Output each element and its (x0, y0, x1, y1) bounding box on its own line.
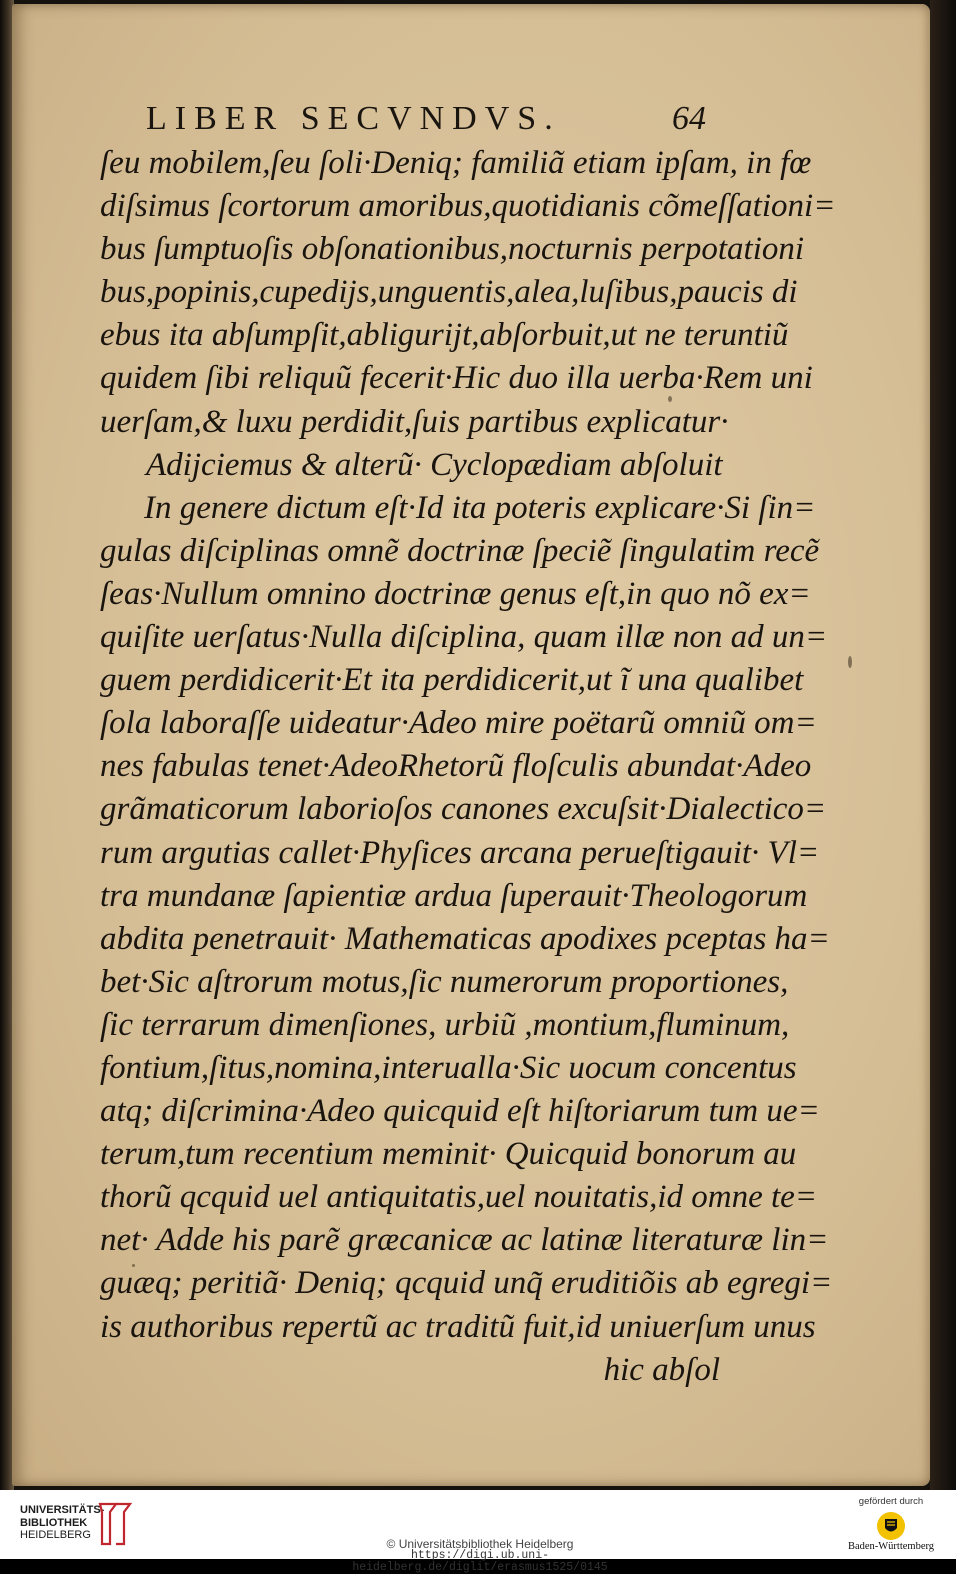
library-logo[interactable] (20, 1504, 105, 1542)
library-name-line: UNIVERSITÄTS- (20, 1504, 105, 1516)
text-line: uerſam,& luxu perdidit,ſuis partibus explicatur· (100, 403, 729, 440)
credits (290, 1538, 670, 1574)
library-name-line: HEIDELBERG (20, 1529, 91, 1541)
text-line: Adijciemus & alterũ· Cyclopædiam abſoluit (146, 446, 723, 483)
folio-number: 64 (672, 100, 706, 137)
permalink-url[interactable]: https://digi.ub.uni-heidelberg.de/diglit/erasmus1525/0145 (352, 1549, 608, 1574)
footer-bar (0, 1490, 956, 1574)
copyright-text: © Universitätsbibliothek Heidelberg (386, 1537, 574, 1551)
library-emblem-icon (96, 1500, 134, 1548)
text-line: guem perdidicerit·Et ita perdidicerit,ut ĩ una qualibet (100, 662, 804, 699)
sponsor-label: gefördert durch (858, 1496, 924, 1507)
text-line: rum argutias callet·Phyſices arcana perueſtigauit· Vl= (100, 834, 820, 871)
catchword: hic abſol (603, 1351, 720, 1388)
text-line: tra mundanæ ſapientiæ ardua ſuperauit·Theologorum (100, 877, 808, 914)
text-line: guæq; peritiã· Deniq; qcquid unq̃ eruditiõis ab egregi= (100, 1265, 833, 1302)
library-name-line: BIBLIOTHEK (20, 1516, 88, 1529)
text-line: In genere dictum eſt·Id ita poteris explicare·Si ſin= (144, 489, 816, 526)
text-line: is authoribus repertũ ac traditũ fuit,id uniuerſum unus (100, 1308, 816, 1345)
text-line: ſola laboraſſe uideatur·Adeo mire poëtarũ omniũ om= (100, 705, 817, 742)
page-right-edge (930, 0, 956, 1490)
text-line: abdita penetrauit· Mathematicas apodixes pceptas ha= (100, 920, 830, 957)
text-line: atq; diſcrimina·Adeo quicquid eſt hiſtoriarum tum ue= (100, 1093, 820, 1130)
text-line: nes fabulas tenet·AdeoRhetorũ floſculis abundat·Adeo (100, 748, 812, 785)
text-line: ſeas·Nullum omnino doctrinæ genus eſt,in quo nõ ex= (100, 575, 811, 612)
text-line: ebus ita abſumpſit,abligurijt,abſorbuit,ut ne teruntiũ (100, 317, 789, 354)
running-title: LIBER SECVNDVS. (146, 100, 561, 137)
text-line: thorũ qcquid uel antiquitatis,uel nouitatis,id omne te= (100, 1179, 818, 1216)
sponsor-name: Baden-Württemberg (847, 1541, 935, 1552)
sponsor-block[interactable] (836, 1496, 946, 1553)
text-line: terum,tum recentium meminit· Quicquid bonorum au (100, 1136, 797, 1173)
state-crest-icon (876, 1511, 906, 1541)
text-line: net· Adde his parẽ græcanicæ ac latinæ literaturæ lin= (100, 1222, 829, 1259)
text-line: fontium,ſitus,nomina,interualla·Sic uocum concentus (100, 1049, 797, 1086)
text-line: gulas diſciplinas omnẽ doctrinæ ſpeciẽ ſingulatim recẽ (100, 532, 820, 569)
text-line: ſeu mobilem,ſeu ſoli·Deniq; familiã etiam ipſam, in fœ (100, 145, 812, 181)
text-line: grãmaticorum laborioſos canones excuſsit·Dialectico= (100, 791, 827, 828)
running-head (146, 100, 706, 144)
text-line: bet·Sic aſtrorum motus,ſic numerorum proportiones, (100, 963, 789, 1000)
text-line: diſsimus ſcortorum amoribus,quotidianis cõmeſſationi= (100, 188, 836, 225)
text-line: quidem ſibi reliquũ fecerit·Hic duo illa uerba·Rem uni (100, 360, 813, 397)
paper-speck (848, 656, 852, 668)
body-text (100, 142, 836, 1392)
text-line: quiſite uerſatus·Nulla diſciplina, quam illæ non ad un= (100, 619, 828, 656)
text-line: ſic terrarum dimenſiones, urbiũ ,montium,fluminum, (100, 1006, 790, 1043)
text-line: bus ſumptuoſis obſonationibus,nocturnis perpotationi (100, 231, 805, 268)
text-line: bus,popinis,cupedijs,unguentis,alea,luſibus,paucis di (100, 274, 798, 311)
